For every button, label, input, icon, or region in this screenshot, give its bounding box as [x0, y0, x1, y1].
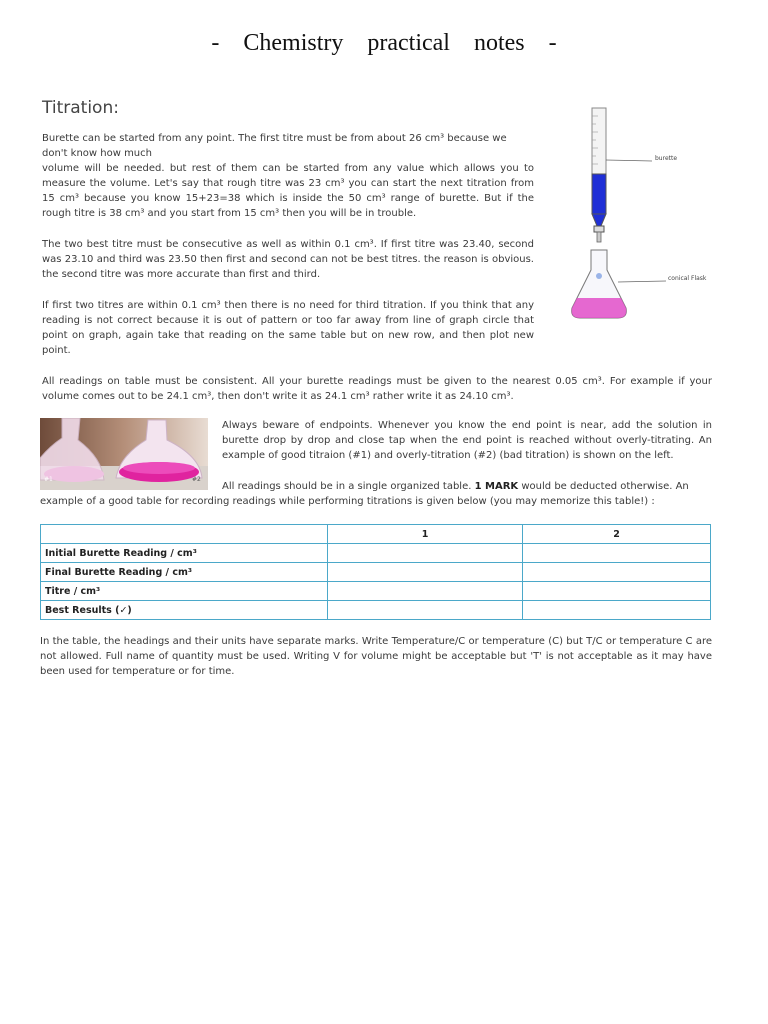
photo-label-1: #1: [44, 476, 53, 483]
paragraph-line: don't know how much: [42, 148, 152, 159]
table-cell: [328, 601, 523, 620]
paragraph-burette-start: [42, 131, 534, 221]
section-heading: Titration:: [42, 98, 119, 118]
paragraph-line: example of a good table for recording readings while performing titrations is given below (you may memorize this table!) :: [40, 496, 655, 507]
table-cell: [523, 544, 711, 563]
paragraph-consistent-readings: All readings on table must be consistent. All your burette readings must be given to the nearest 0.05 cm³. For example if your volume comes out to be 24.1 cm³, then don't write it as 24.1 cm³ rather write it as 24.10 cm³.: [42, 376, 712, 402]
photo-label-2: #2: [192, 476, 201, 483]
table-row: [41, 544, 711, 563]
table-header-cell: 1: [328, 525, 523, 544]
paragraph-best-titre: The two best titre must be consecutive as well as within 0.1 cm³. If first titre was 23.40, second was 23.10 and third was 23.50 then first and second can not be best titres. the reason is obvious. the second titre was more accurate than first and third.: [42, 239, 534, 280]
table-cell: [523, 601, 711, 620]
paragraph-line: Burette can be started from any point. The first titre must be from about 26 cm³ because we: [42, 133, 507, 144]
table-header-cell: [41, 525, 328, 544]
paragraph-endpoints: Always beware of endpoints. Whenever you know the end point is near, add the solution in burette drop by drop and close tap when the end point is reached without overly-titrating. An example of good titraion (#1) and overly-titration (#2) (bad titration) is shown on the left.: [222, 420, 712, 461]
table-cell: [328, 563, 523, 582]
table-header-cell: 2: [523, 525, 711, 544]
table-cell: [523, 563, 711, 582]
titration-readings-table: [40, 524, 711, 620]
table-cell: [523, 582, 711, 601]
table-cell: [328, 544, 523, 563]
paragraph-text: would be deducted otherwise. An: [521, 481, 689, 492]
table-header-row: [41, 525, 711, 544]
row-heading: Initial Burette Reading / cm³: [41, 544, 328, 563]
paragraph-third-titration: If first two titres are within 0.1 cm³ then there is no need for third titration. If you think that any reading is not correct because it is out of pattern or too far away from line of graph circle that point on graph, again take that reading on the same table but on new row, and then plot new point.: [42, 300, 534, 356]
mark-emphasis: 1 MARK: [474, 481, 519, 492]
row-heading: Final Burette Reading / cm³: [41, 563, 328, 582]
page-title: - Chemistry practical notes -: [211, 30, 557, 56]
paragraph-text: All readings should be in a single organized table.: [222, 481, 472, 492]
paragraph-table-headings: In the table, the headings and their units have separate marks. Write Temperature/C or temperature (C) but T/C or temperature C are not allowed. Full name of quantity must be used. Writing V for volume might be acceptable but 'T' is not acceptable as it may have been used for temperature or for time.: [40, 636, 712, 677]
burette-flask-illustration: [558, 100, 710, 336]
paragraph-organized-table: [40, 479, 712, 509]
row-heading: Best Results (✓): [41, 601, 328, 620]
table-row: [41, 601, 711, 620]
table-row: [41, 582, 711, 601]
paragraph-text: volume will be needed. but rest of them can be started from any value which allows you to measure the volume. Let's say that rough titre was 23 cm³ you can start the next titration from 15 cm³ because you know 15+23=38 which is inside the 50 cm³ range of burette. But if the rough titre is 38 cm³ and you start from 15 cm³ then you will be in trouble.: [42, 163, 534, 219]
titration-diagram: [558, 100, 710, 336]
row-heading: Titre / cm³: [41, 582, 328, 601]
burette-label: burette: [655, 155, 678, 162]
conical-flask-label: conical Flask: [668, 275, 707, 282]
table-cell: [328, 582, 523, 601]
table-row: [41, 563, 711, 582]
